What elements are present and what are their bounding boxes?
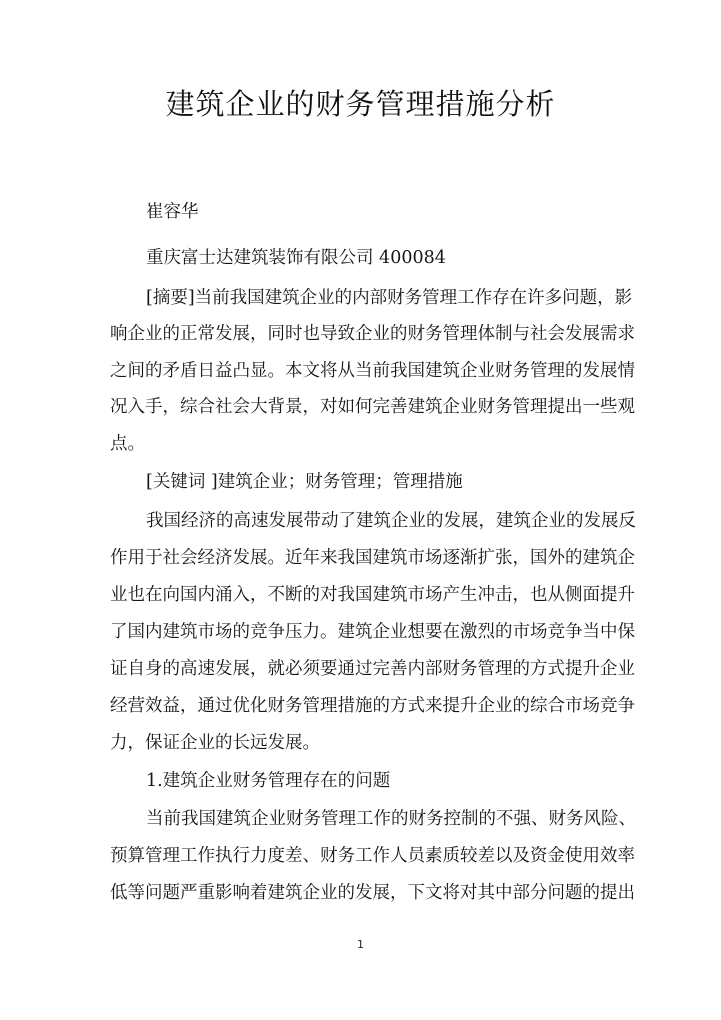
abstract-line: 之间的矛盾日益凸显。本文将从当前我国建筑企业财务管理的发展情	[110, 361, 635, 381]
page-number: 1	[357, 938, 364, 951]
author-affiliation: 重庆富士达建筑装饰有限公司 400084	[146, 248, 446, 268]
author-name: 崔容华	[146, 202, 199, 222]
section-body-line: 当前我国建筑企业财务管理工作的财务控制的不强、财务风险、	[146, 809, 636, 829]
intro-line: 证自身的高速发展，就必须要通过完善内部财务管理的方式提升企业	[110, 659, 635, 679]
section-heading: 1.建筑企业财务管理存在的问题	[146, 771, 391, 791]
intro-line: 业也在向国内涌入，不断的对我国建筑市场产生冲击，也从侧面提升	[110, 585, 635, 605]
intro-line: 了国内建筑市场的竞争压力。建筑企业想要在激烈的市场竞争当中保	[110, 622, 635, 642]
document-title: 建筑企业的财务管理措施分析	[165, 87, 556, 121]
section-body-line: 低等问题严重影响着建筑企业的发展，下文将对其中部分问题的提出	[110, 883, 635, 903]
abstract-line: 点。	[110, 434, 145, 454]
abstract-line: 响企业的正常发展，同时也导致企业的财务管理体制与社会发展需求	[110, 324, 635, 344]
intro-line: 经营效益，通过优化财务管理措施的方式来提升企业的综合市场竞争	[110, 696, 635, 716]
abstract-line: 况入手，综合社会大背景，对如何完善建筑企业财务管理提出一些观	[110, 397, 635, 417]
intro-line: 作用于社会经济发展。近年来我国建筑市场逐渐扩张，国外的建筑企	[110, 548, 635, 568]
section-body-line: 预算管理工作执行力度差、财务工作人员素质较差以及资金使用效率	[110, 846, 635, 866]
intro-line: 我国经济的高速发展带动了建筑企业的发展，建筑企业的发展反	[146, 511, 636, 531]
keywords-line: [关键词 ]建筑企业；财务管理；管理措施	[146, 472, 463, 492]
abstract-line: [摘要]当前我国建筑企业的内部财务管理工作存在许多问题，影	[146, 288, 633, 308]
intro-line: 力，保证企业的长远发展。	[110, 733, 320, 753]
